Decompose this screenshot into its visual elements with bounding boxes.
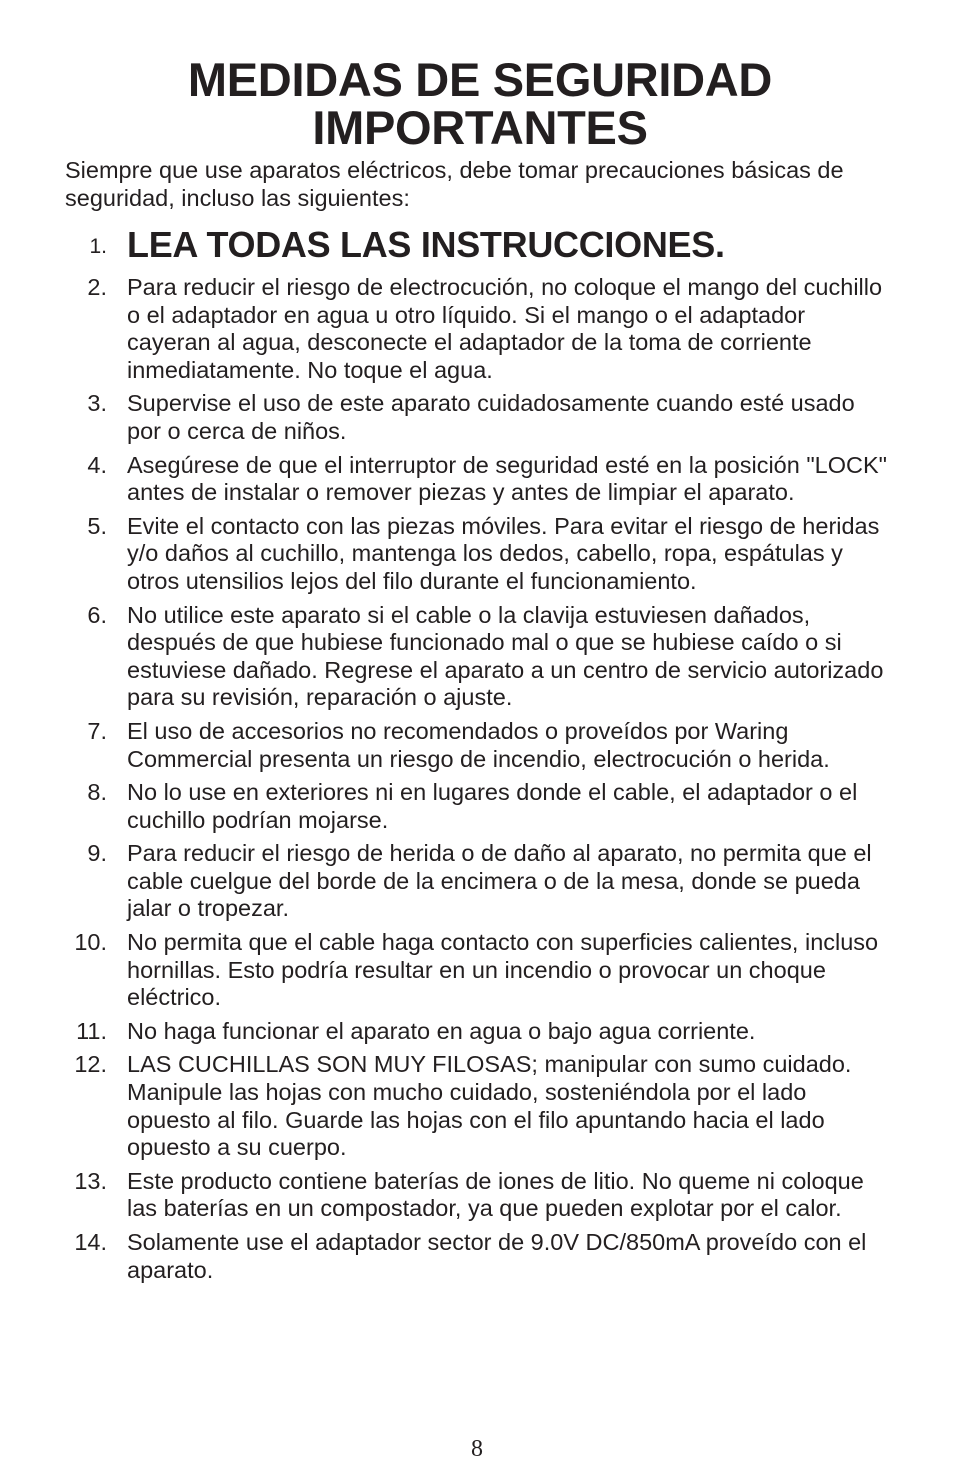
intro-paragraph: Siempre que use aparatos eléctricos, debe tomar precauciones básicas de seguridad, incluso las siguientes: — [65, 157, 844, 211]
list-item — [65, 929, 895, 1012]
list-item — [65, 1018, 895, 1046]
item-text: LEA TODAS LAS INSTRUCCIONES. — [127, 224, 725, 265]
item-text: Solamente use el adaptador sector de 9.0V DC/850mA proveído con el aparato. — [127, 1229, 867, 1283]
list-item — [65, 1168, 895, 1223]
item-number: 10. — [74, 929, 107, 956]
item-number: 9. — [87, 840, 107, 867]
list-item — [65, 718, 895, 773]
item-text: Para reducir el riesgo de electrocución, no coloque el mango del cuchillo o el adaptador en agua u otro líquido. Si el mango o el adaptador cayeran al agua, desconecte el adaptador de la toma de corriente inmediatamente. No toque el agua. — [127, 274, 883, 383]
item-number: 11. — [76, 1017, 107, 1044]
item-text: Para reducir el riesgo de herida o de daño al aparato, no permita que el cable cuelgue del borde de la encimera o de la mesa, donde se pueda jalar o tropezar. — [127, 840, 872, 922]
item-text: Supervise el uso de este aparato cuidadosamente cuando esté usado por o cerca de niños. — [127, 390, 855, 444]
item-text: El uso de accesorios no recomendados o proveídos por Waring Commercial presenta un riesgo de incendio, electrocución o herida. — [127, 717, 830, 772]
list-item — [65, 1229, 895, 1284]
page-title — [65, 53, 895, 154]
title-line-1: MEDIDAS DE SEGURIDAD — [187, 53, 773, 106]
list-item — [65, 452, 895, 507]
list-item — [65, 513, 895, 596]
item-text: No utilice este aparato si el cable o la clavija estuviesen dañados, después de que hubiese funcionado mal o que se hubiese caído o si estuviese dañado. Regrese el aparato a un centro de servicio autorizado para su revisión, reparación o ajuste. — [127, 601, 884, 711]
title-line-2: IMPORTANTES — [312, 101, 648, 154]
item-number: 8. — [87, 779, 107, 806]
item-number: 3. — [87, 390, 107, 417]
list-item — [65, 1051, 895, 1161]
list-item — [65, 274, 895, 384]
item-number: 1. — [89, 235, 107, 258]
safety-list — [65, 226, 895, 1284]
list-item — [65, 840, 895, 923]
list-item — [65, 390, 895, 445]
item-number: 14. — [74, 1229, 107, 1255]
item-number: 4. — [87, 451, 107, 478]
list-item — [65, 226, 895, 268]
item-number: 2. — [87, 274, 107, 300]
item-text: Asegúrese de que el interruptor de seguridad esté en la posición "LOCK" antes de instalar o remover piezas y antes de limpiar el aparato. — [127, 451, 888, 506]
item-text: Este producto contiene baterías de iones de litio. No queme ni coloque las baterías en un compostador, ya que pueden explotar por el calor. — [127, 1167, 864, 1222]
item-text: No haga funcionar el aparato en agua o bajo agua corriente. — [127, 1017, 756, 1044]
item-number: 7. — [87, 717, 107, 744]
list-item — [65, 779, 895, 834]
item-text: No lo use en exteriores ni en lugares donde el cable, el adaptador o el cuchillo podrían mojarse. — [127, 779, 858, 833]
page-number: 8 — [471, 1436, 483, 1462]
item-number: 13. — [74, 1167, 107, 1194]
item-number: 12. — [74, 1051, 107, 1078]
item-number: 5. — [87, 512, 107, 539]
item-text: No permita que el cable haga contacto con superficies calientes, incluso hornillas. Esto podría resultar en un incendio o provocar un choque eléctrico. — [127, 929, 879, 1011]
safety-page — [65, 53, 895, 1284]
list-item — [65, 602, 895, 712]
item-text: LAS CUCHILLAS SON MUY FILOSAS; manipular con sumo cuidado. Manipule las hojas con mucho cuidado, sosteniéndola por el lado opuesto al filo. Guarde las hojas con el filo apuntando hacia el lado opuesto a su cuerpo. — [127, 1051, 852, 1161]
item-number: 6. — [87, 601, 107, 628]
item-text: Evite el contacto con las piezas móviles. Para evitar el riesgo de heridas y/o daños al cuchillo, mantenga los dedos, cabello, ropa, espátulas y otros utensilios lejos del filo durante el funcionamiento. — [127, 512, 880, 594]
